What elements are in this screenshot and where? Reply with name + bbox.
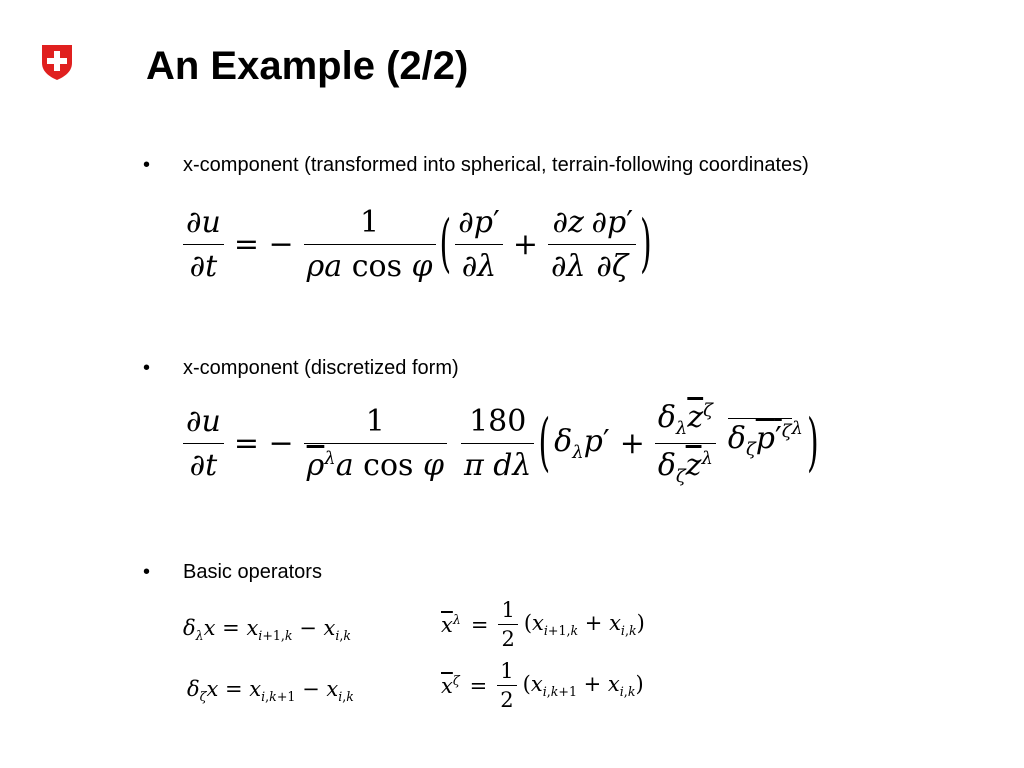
bullet-text: x-component (transformed into spherical, terrain-following coordinates) — [183, 154, 809, 176]
fraction-du-dt: $\frac{\partial u}{\partial t}$ — [183, 205, 224, 284]
fraction-dz-dlambda: $\frac{\partial z}{\partial\lambda}$ — [548, 205, 589, 284]
fraction-coefficient: $\frac{1}{\text{ρa cos φ}}$ — [304, 205, 436, 284]
bullet-marker: • — [143, 357, 151, 379]
fraction-dp-dlambda: $\frac{\partial p'}{\partial\lambda}$ — [455, 205, 503, 284]
fraction-180-pi-dlambda: $\frac{180}{\text{π dλ}}$ — [461, 404, 534, 483]
bullet-marker: • — [143, 154, 151, 176]
bullet-item — [143, 356, 459, 380]
operator-delta-lambda: $\delta_\lambda x = x_{i+1,k} - x_{i,k}$ — [183, 616, 352, 644]
operator-delta-zeta: $\delta_\zeta x = x_{i,k+1} - x_{i,k}$ — [187, 677, 354, 705]
swiss-cross-shield-icon — [40, 43, 74, 81]
fraction-du-dt: $\frac{\partial u}{\partial t}$ — [183, 404, 224, 483]
fraction-dp-dzeta: $\frac{\partial p'}{\partial\zeta}$ — [588, 205, 636, 284]
term-delta-zeta-pbar: $\delta_\zeta p'^\zeta$ — [728, 418, 792, 460]
fraction-coefficient: $\frac{1}{\overline{\rho}^\lambda a \cos \varphi}$ — [304, 404, 447, 483]
equation-continuous: $\frac{\partial u}{\partial t}$ = − $\frac{1}{\text{ρa cos φ}}$ ( $\frac{\partial p'}{\partial\lambda}$ + $\frac{\partial z}{\partial\lambda}$ $\frac{\partial p'}{\partial\zeta}$ ) — [183, 205, 656, 284]
equation-discretized: $\frac{\partial u}{\partial t}$ = − $\frac{1}{\overline{\rho}^\lambda a \cos \varphi}$ $\frac{180}{\text{π dλ}}$ ( $\delta_\lambda p'$ + $\frac{\delta_\lambda\overline{z}^\zeta}{\delta_\zeta\overline{z}^\lambda}$ $\delta_\zeta p'^\zeta$ $^\lambda$ ) — [183, 400, 823, 487]
bullet-text: Basic operators — [183, 561, 322, 583]
operator-avg-zeta: $\overline{x}^\zeta$ = $\frac{1}{2}$ $(x_{i,k+1} + x_{i,k})$ — [441, 659, 644, 713]
bullet-item — [143, 560, 322, 584]
operator-avg-lambda: $\overline{x}^\lambda$ = $\frac{1}{2}$ $(x_{i+1,k} + x_{i,k})$ — [441, 598, 645, 652]
term-delta-lambda-p: $\delta_\lambda p'$ — [554, 424, 610, 464]
fraction-metric-term: $\frac{\delta_\lambda\overline{z}^\zeta}{\delta_\zeta\overline{z}^\lambda}$ — [655, 400, 716, 487]
slide-title: An Example (2/2) — [146, 44, 469, 88]
bullet-text: x-component (discretized form) — [183, 357, 459, 379]
bullet-marker: • — [143, 561, 151, 583]
bullet-item — [143, 153, 809, 177]
